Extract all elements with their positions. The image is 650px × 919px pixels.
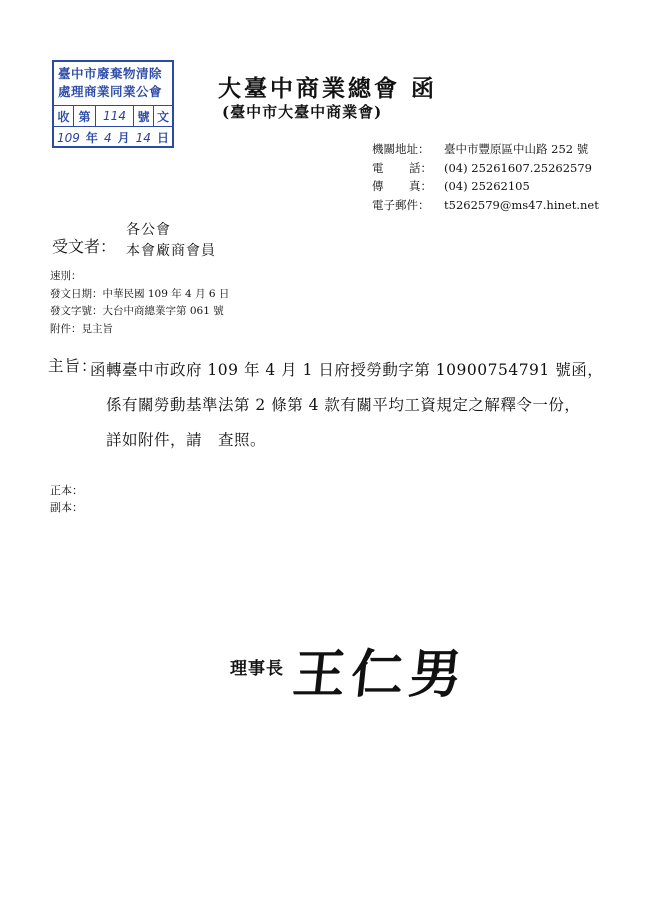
phone-label (372, 159, 432, 178)
original-copy-field: 正本： (50, 484, 83, 497)
document-title: 大臺中商業總會 函 (218, 75, 438, 102)
phone-label-b: 話： (409, 160, 432, 175)
issue-date-field: 發文日期：中華民國 109 年 4 月 6 日 (50, 287, 230, 300)
fax-label-b: 真： (409, 179, 432, 193)
document-subtitle: (臺中市大臺中商業會) (222, 103, 383, 121)
fax-label-a: 傳 (372, 179, 384, 193)
subject-line-3: 詳如附件，請 查照。 (106, 431, 267, 449)
phone-label-a: 電 (372, 160, 384, 175)
receiving-stamp (52, 60, 174, 148)
address-value: 臺中市豐原區中山路 252 號 (444, 142, 589, 156)
stamp-org-line2: 處理商業同業公會 (58, 84, 163, 99)
distribution-block (50, 482, 83, 516)
address-label: 機關地址： (372, 142, 430, 156)
carbon-copy-field: 副本： (50, 501, 83, 514)
phone-value: (04) 25261607.25262579 (444, 160, 592, 175)
recipient-label: 受文者： (52, 237, 117, 256)
document-number-field: 發文字號：大台中商總業字第 061 號 (50, 305, 224, 317)
stamp-org-name (54, 62, 172, 106)
email-line (372, 196, 599, 215)
recipient-list (126, 220, 216, 262)
stamp-date-day: 14 (135, 130, 151, 145)
stamp-wen-char: 文 (156, 109, 169, 124)
subject-line-2: 係有關勞動基準法第 2 條第 4 款有關平均工資規定之解釋令一份， (106, 396, 581, 414)
address-line (372, 140, 599, 159)
stamp-number: 114 (96, 106, 134, 126)
stamp-date-month-char: 月 (117, 131, 130, 145)
phone-line (372, 159, 599, 178)
subject-line-1: 函轉臺中市政府 109 年 4 月 1 日府授勞動字第 10900754791 號函， (90, 361, 604, 379)
signatory-name: 王仁男 (290, 645, 471, 705)
email-label: 電子郵件： (372, 197, 430, 212)
stamp-date-day-char: 日 (156, 131, 169, 145)
fax-label (372, 177, 432, 196)
subject-label: 主旨： (48, 357, 98, 375)
recipient-item: 本會廠商會員 (126, 243, 216, 259)
fax-line (372, 177, 599, 196)
stamp-date-year-char: 年 (85, 131, 98, 145)
stamp-receive-char: 收 (54, 106, 74, 126)
subject-body (90, 353, 620, 458)
recipient-item: 各公會 (126, 222, 171, 238)
signatory-title: 理事長 (230, 659, 284, 679)
document-meta (50, 268, 229, 338)
stamp-date-month: 4 (103, 130, 112, 145)
email-value: t5262579@ms47.hinet.net (444, 197, 599, 212)
attachment-field: 附件：見主旨 (50, 322, 113, 335)
speed-field: 速別： (50, 270, 82, 282)
stamp-date (54, 127, 172, 148)
stamp-hao-char: 號 (134, 106, 154, 126)
stamp-date-year: 109 (57, 130, 80, 145)
fax-value: (04) 25262105 (444, 179, 530, 193)
stamp-di-char: 第 (74, 106, 96, 126)
contact-block (372, 140, 599, 214)
stamp-org-line1: 臺中市廢棄物清除 (58, 66, 163, 81)
stamp-date-row (54, 127, 172, 148)
stamp-number-row (54, 106, 172, 127)
